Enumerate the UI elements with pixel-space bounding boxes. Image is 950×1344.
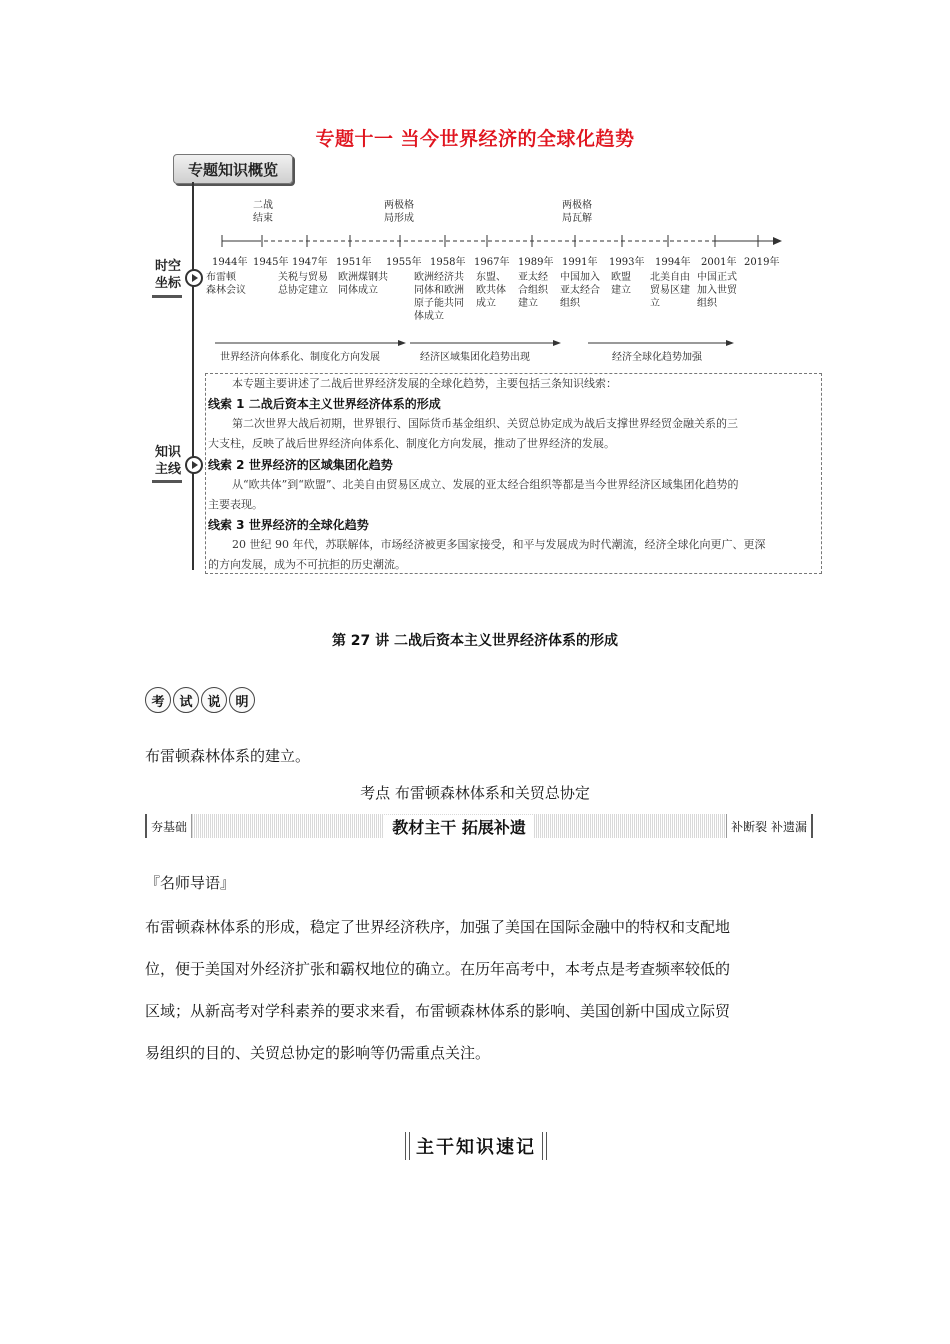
guide-label: 『名师导语』 [145, 874, 236, 892]
badge-char: 考 [145, 687, 171, 713]
event-line: 立 [650, 298, 660, 309]
phase-label-2: 经济区域集团化趋势出现 [420, 352, 530, 363]
guide-paragraph [145, 906, 810, 1074]
year-label: 1945年 [253, 257, 289, 268]
side-label-line: 主线 [154, 462, 181, 477]
thread-3-body: 20 世纪 90 年代，苏联解体，市场经济被更多国家接受，和平与发展成为时代潮流，经济全球化向更广、更深 [232, 538, 766, 551]
section-banner [145, 814, 813, 838]
side-label-underline [152, 295, 182, 298]
threads-intro: 本专题主要讲述了二战后世界经济发展的全球化趋势，主要包括三条知识线索： [232, 377, 617, 390]
event-line: 东盟、 [476, 272, 506, 283]
note-line: 两极格 [384, 200, 414, 211]
guide-line: 布雷顿森林体系的形成，稳定了世界经济秩序，加强了美国在国际金融中的特权和支配地 [145, 918, 731, 936]
event-line: 欧盟 [611, 272, 631, 283]
banner-left: 夯基础 [147, 814, 192, 838]
note-ww2-end [253, 199, 273, 225]
section-heading [397, 1130, 555, 1162]
event-line: 同体成立 [338, 285, 378, 296]
event-bretton-woods [206, 271, 262, 297]
event-line: 原子能共同 [414, 298, 464, 309]
event-line: 关税与贸易 [278, 272, 328, 283]
event-line: 欧共体 [476, 285, 506, 296]
overview-badge: 专题知识概览 [173, 154, 293, 184]
thread-2-body: 从“欧共体”到“欧盟”、北美自由贸易区成立、发展的亚太经合组织等都是当今世界经济区域集团化趋势的 [232, 478, 739, 491]
note-line: 二战 [253, 200, 273, 211]
banner-right: 补断裂 补遗漏 [726, 814, 811, 838]
event-line: 总协定建立 [278, 285, 328, 296]
year-label: 1989年 [518, 257, 554, 268]
note-line: 局瓦解 [562, 213, 592, 224]
heading-bar-right [542, 1132, 547, 1160]
thread-1-body: 大支柱，反映了战后世界经济向体系化、制度化方向发展，推动了世界经济的发展。 [208, 437, 615, 450]
event-line: 体成立 [414, 311, 444, 322]
timeline-axis [210, 230, 790, 250]
event-line: 欧洲煤钢共 [338, 272, 388, 283]
year-label: 2001年 [701, 257, 737, 268]
exam-text: 布雷顿森林体系的建立。 [145, 747, 311, 765]
page-title: 专题十一 当今世界经济的全球化趋势 [315, 128, 635, 150]
year-label: 1947年 [292, 257, 328, 268]
event-line: 合组织 [518, 285, 548, 296]
event-eec [414, 271, 470, 323]
note-line: 局形成 [384, 213, 414, 224]
thread-3-title: 线索 3 世界经济的全球化趋势 [208, 518, 369, 532]
event-line: 组织 [560, 298, 580, 309]
year-label: 1951年 [336, 257, 372, 268]
event-gatt [278, 271, 334, 297]
event-line: 中国正式 [697, 272, 737, 283]
event-line: 组织 [697, 298, 717, 309]
year-label: 2019年 [744, 257, 780, 268]
event-line: 同体和欧洲 [414, 285, 464, 296]
event-line: 森林会议 [206, 285, 246, 296]
event-line: 布雷顿 [206, 272, 236, 283]
thread-2-title: 线索 2 世界经济的区域集团化趋势 [208, 458, 393, 472]
badge-char: 说 [201, 687, 227, 713]
event-line: 成立 [476, 298, 496, 309]
guide-line: 区域；从新高考对学科素养的要求来看，布雷顿森林体系的影响、美国创新中国成立际贸 [145, 1002, 731, 1020]
event-line: 建立 [611, 285, 631, 296]
badge-char: 明 [229, 687, 255, 713]
phase-label-1: 世界经济向体系化、制度化方向发展 [220, 352, 380, 363]
heading-bar-left [405, 1132, 410, 1160]
event-ecsc [338, 271, 394, 297]
event-line: 亚太经合 [560, 285, 600, 296]
play-icon [185, 269, 203, 287]
lecture-title: 第 27 讲 二战后资本主义世界经济体系的形成 [331, 633, 619, 649]
side-label-line: 时空 [154, 259, 181, 274]
event-line: 北美自由 [650, 272, 690, 283]
section-heading-text: 主干知识速记 [416, 1137, 536, 1158]
badge-char: 试 [173, 687, 199, 713]
year-label: 1967年 [474, 257, 510, 268]
note-bipolar-collapse [562, 199, 592, 225]
event-line: 建立 [518, 298, 538, 309]
exam-description-badge [145, 687, 255, 713]
kaodian-title: 考点 布雷顿森林体系和关贸总协定 [360, 784, 590, 802]
side-label-line: 知识 [154, 445, 181, 460]
knowledge-threads-box [205, 373, 822, 574]
guide-line: 易组织的目的、关贸总协定的影响等仍需重点关注。 [145, 1044, 491, 1062]
year-label: 1958年 [430, 257, 466, 268]
threads-side-label [148, 444, 188, 478]
play-icon [185, 456, 203, 474]
side-label-line: 坐标 [154, 276, 181, 291]
event-line: 亚太经 [518, 272, 548, 283]
banner-center: 教材主干 拓展补遗 [384, 815, 534, 838]
note-bipolar-formed [384, 199, 414, 225]
event-china-apec [560, 271, 616, 310]
thread-1-title: 线索 1 二战后资本主义世界经济体系的形成 [208, 397, 441, 411]
year-label: 1991年 [562, 257, 598, 268]
note-line: 两极格 [562, 200, 592, 211]
vertical-divider [192, 182, 194, 570]
event-line: 贸易区建 [650, 285, 690, 296]
event-line: 加入世贸 [697, 285, 737, 296]
thread-2-body: 主要表现。 [208, 498, 263, 511]
year-label: 1994年 [655, 257, 691, 268]
event-china-wto [697, 271, 753, 310]
year-label: 1955年 [386, 257, 422, 268]
year-label: 1944年 [212, 257, 248, 268]
year-label: 1993年 [609, 257, 645, 268]
event-line: 中国加入 [560, 272, 600, 283]
thread-3-body: 的方向发展，成为不可抗拒的历史潮流。 [208, 558, 406, 571]
phase-label-3: 经济全球化趋势加强 [612, 352, 702, 363]
timeline-side-label [148, 258, 188, 292]
side-label-underline [152, 480, 182, 483]
event-line: 欧洲经济共 [414, 272, 464, 283]
guide-line: 位，便于美国对外经济扩张和霸权地位的确立。在历年高考中，本考点是考查频率较低的 [145, 960, 731, 978]
thread-1-body: 第二次世界大战后初期，世界银行、国际货币基金组织、关贸总协定成为战后支撑世界经贸金融关系的三 [232, 417, 738, 430]
note-line: 结束 [253, 213, 273, 224]
